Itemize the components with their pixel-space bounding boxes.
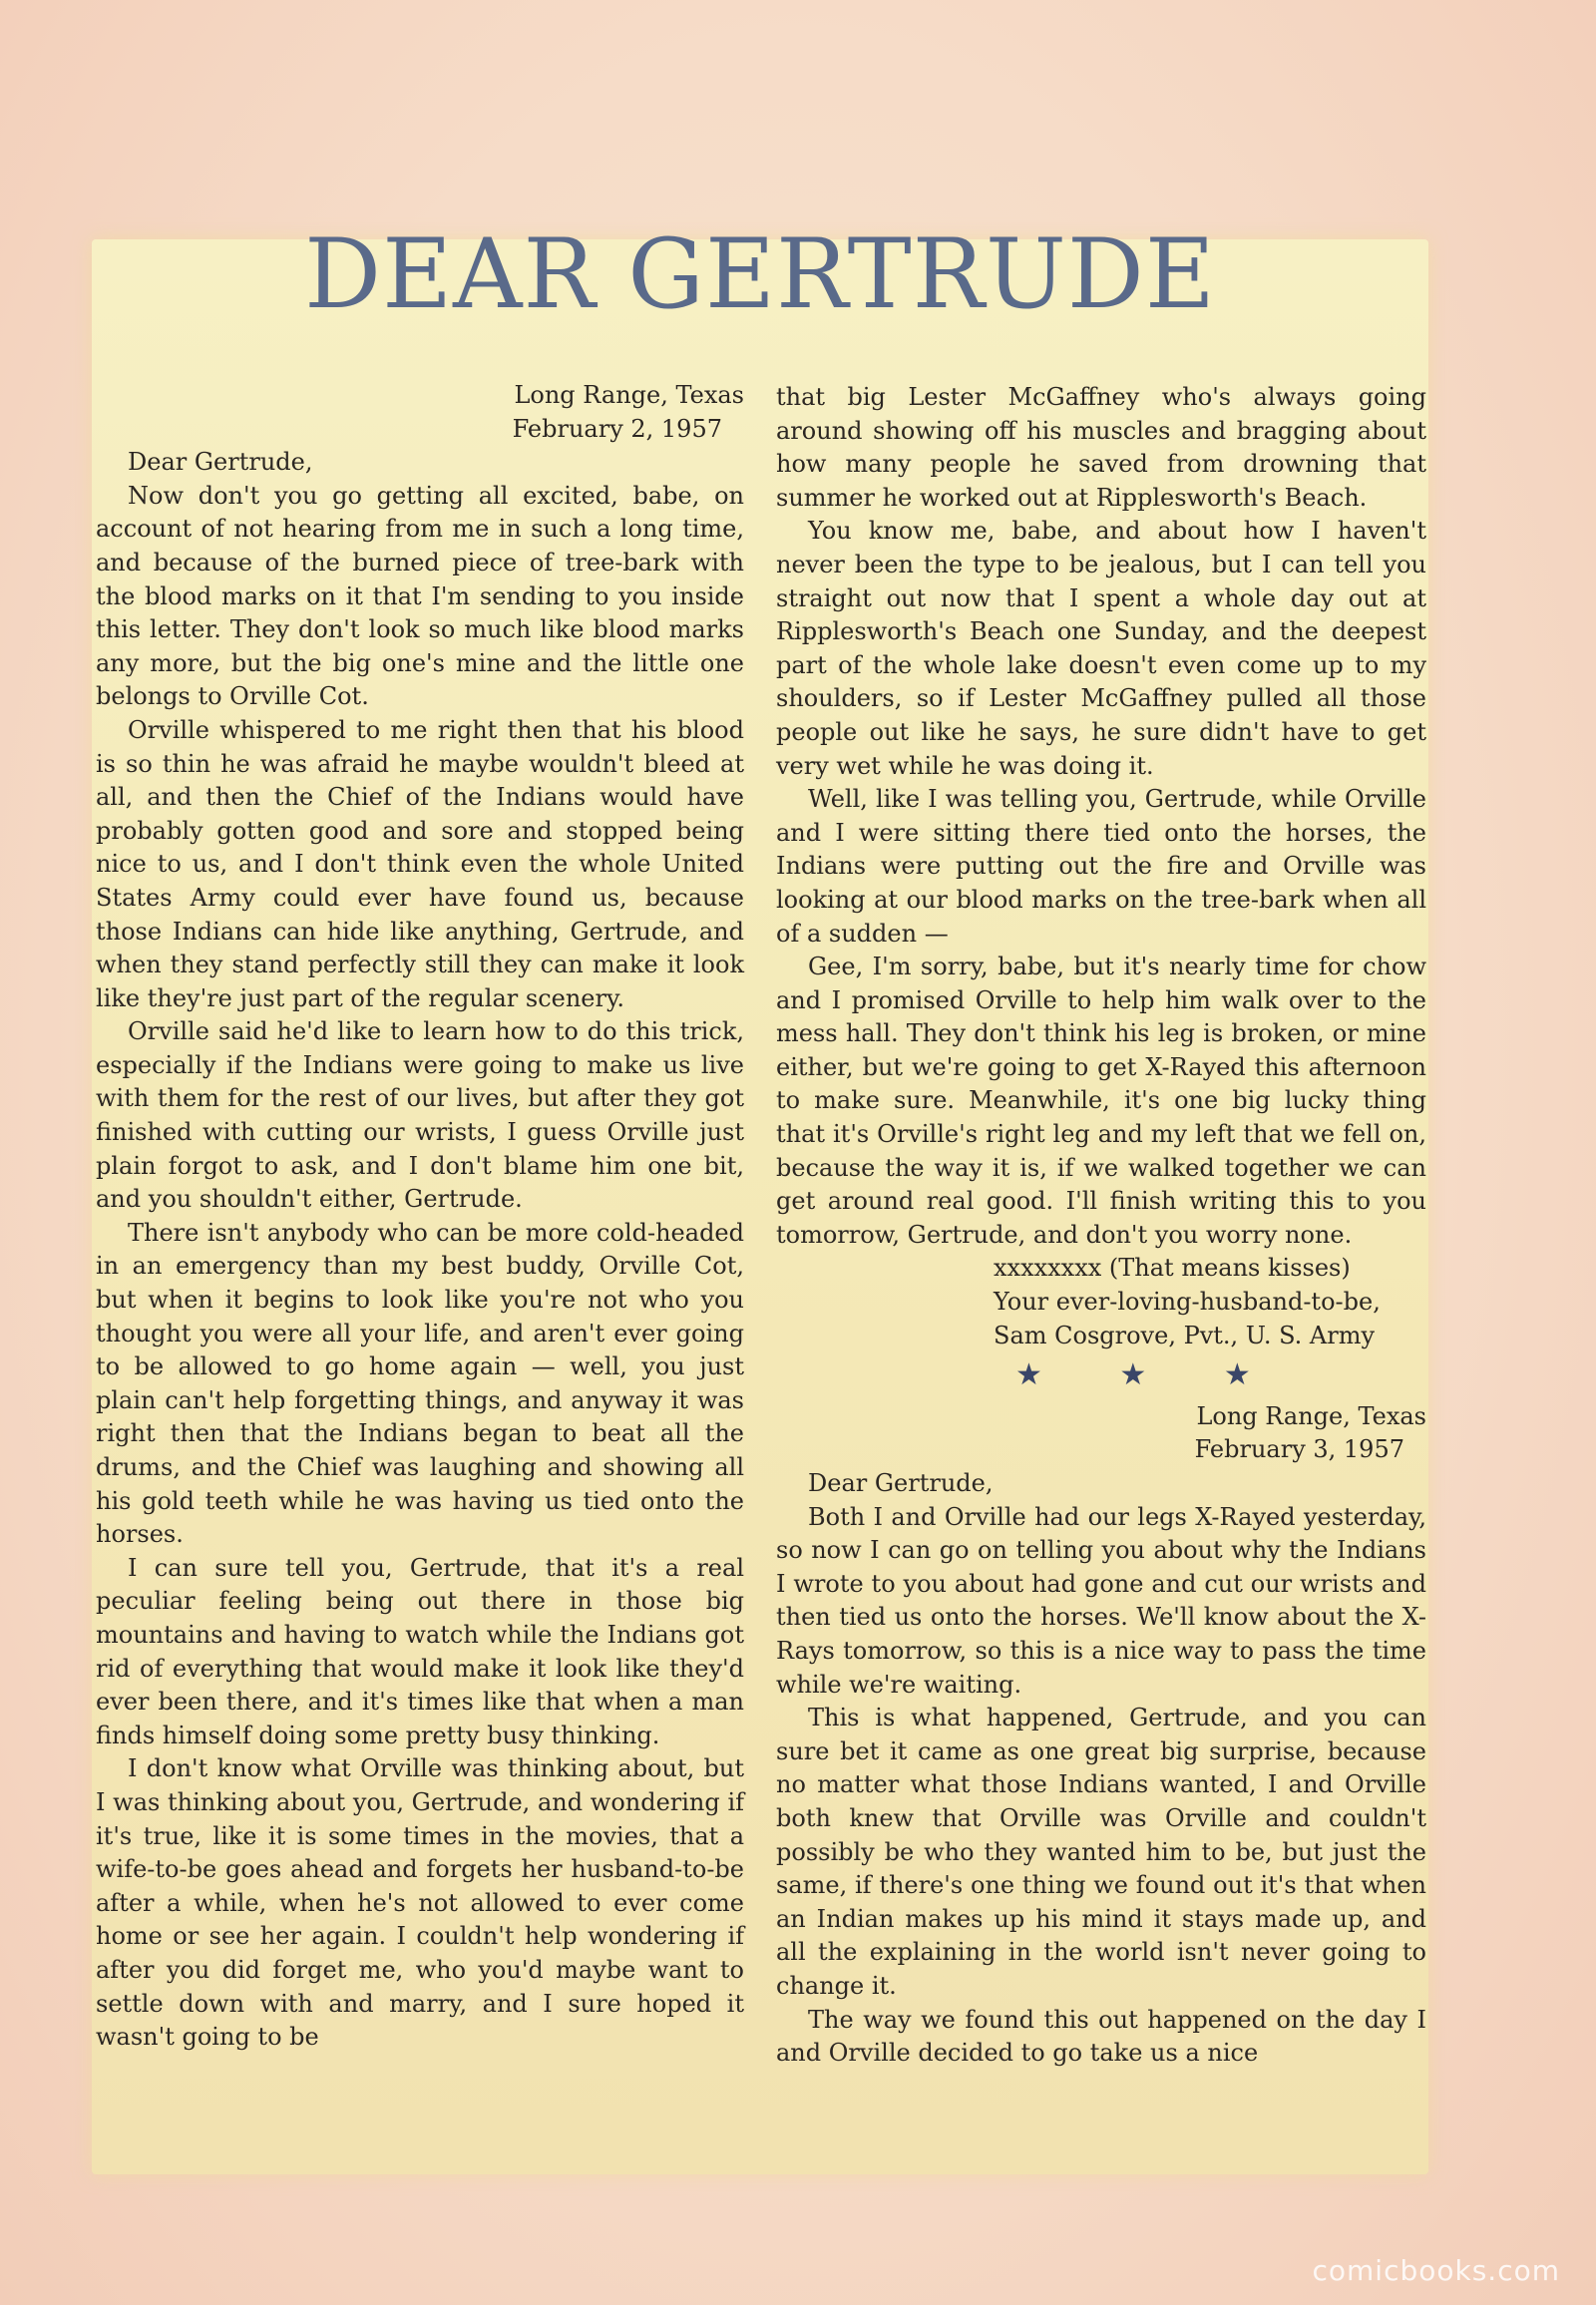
page-title: DEAR GERTRUDE <box>304 218 1216 330</box>
letter1-paragraph: You know me, babe, and about how I haven't never been the type to be jealous, but I can tell you straight out now that I spent a whole day out at Ripplesworth's Beach one Sunday, and the deepest part of the whole lake doesn't even come up to my shoulders, so if Lester McGaffney pulled all those people out like he says, he sure didn't have to get very wet while he was doing it. <box>776 517 1426 780</box>
letter1-date: February 2, 1957 <box>512 414 722 443</box>
letter1-paragraph: Gee, I'm sorry, babe, but it's nearly time for chow and I promised Orville to help him walk over to the mess hall. They don't think his leg is broken, or mine either, but we're going to get X-Rayed this afternoon to make sure. Meanwhile, it's one big lucky thing that it's Orville's right leg and my left that we fell on, because the way it is, if we walked together we can get around real good. I'll finish writing this to you tomorrow, Gertrude, and don't you worry none. <box>776 953 1426 1249</box>
signature-closing: Your ever-loving-husband-to-be, <box>994 1288 1381 1317</box>
signature-kisses: xxxxxxxx (That means kisses) <box>994 1254 1351 1283</box>
site-watermark: comicbooks.com <box>1312 2254 1560 2287</box>
letter2-paragraph: The way we found this out happened on the day I and Orville decided to go take us a nice <box>776 2005 1426 2068</box>
section-separator-stars: ★ ★ ★ <box>1015 1357 1285 1393</box>
letter1-dateline <box>96 379 744 446</box>
letter2-paragraph: This is what happened, Gertrude, and you can sure bet it came as one great big surprise, because no matter what those Indians wanted, I and Orville both knew that Orville was Orville and couldn't possibly be who they wanted him to be, but just the same, if there's one thing we found out it's that when an Indian makes up his mind it stays made up, and all the explaining in the world isn't never going to change it. <box>776 1704 1426 2000</box>
letter1-paragraph: There isn't anybody who can be more cold-headed in an emergency than my best buddy, Orville Cot, but when it begins to look like you're not who you thought you were all your life, and aren't ever going to be allowed to go home again — well, you just plain can't help forgetting things, and anyway it was right then that the Indians began to beat all the drums, and the Chief was laughing and showing all his gold teeth while he was having us tied onto the horses. <box>96 1218 744 1549</box>
signature-name: Sam Cosgrove, Pvt., U. S. Army <box>994 1321 1376 1349</box>
letter1-place: Long Range, Texas <box>514 381 744 409</box>
letter1-signature <box>994 1252 1426 1352</box>
letter1-paragraph: Well, like I was telling you, Gertrude, while Orville and I were sitting there tied onto the horses, the Indians were putting out the fire and Orville was looking at our blood marks on the tree-bark when all of a sudden — <box>776 785 1426 948</box>
letter2-date: February 3, 1957 <box>1194 1435 1404 1464</box>
letter1-paragraph: Orville whispered to me right then that his blood is so thin he was afraid he maybe wouldn't bleed at all, and then the Chief of the Indians would have probably gotten good and sore and stopped being nice to us, and I don't think even the whole United States Army could ever have found us, because those Indians can hide like anything, Gertrude, and when they stand perfectly still they can make it look like they're just part of the regular scenery. <box>96 715 744 1012</box>
right-column <box>776 381 1426 2071</box>
letter1-paragraph: I don't know what Orville was thinking about, but I was thinking about you, Gertrude, and wondering if it's true, like it is some times in the movies, that a wife-to-be goes ahead and forgets her husband-to-be after a while, when he's not allowed to ever come home or see her again. I couldn't help wondering if after you did forget me, who you'd maybe want to settle down with and marry, and I sure hoped it wasn't going to be <box>96 1754 744 2052</box>
letter2-salutation: Dear Gertrude, <box>808 1469 994 1497</box>
letter1-paragraph: that big Lester McGaffney who's always going around showing off his muscles and bragging about how many people he saved from drowning that summer he worked out at Ripplesworth's Beach. <box>776 383 1426 512</box>
letter1-paragraph: Orville said he'd like to learn how to do this trick, especially if the Indians were going to make us live with them for the rest of our lives, but after they got finished with cutting our wrists, I guess Orville just plain forgot to ask, and I don't blame him one bit, and you shouldn't either, Gertrude. <box>96 1017 744 1214</box>
letter1-paragraph: Now don't you go getting all excited, babe, on account of not hearing from me in such a long time, and because of the burned piece of tree-bark with the blood marks on it that I'm sending to you inside this letter. They don't look so much like blood marks any more, but the big one's mine and the little one belongs to Orville Cot. <box>96 481 744 711</box>
letter2-dateline <box>776 1400 1426 1467</box>
letter2-paragraph: Both I and Orville had our legs X-Rayed yesterday, so now I can go on telling you about why the Indians I wrote to you about had gone and cut our wrists and then tied us onto the horses. We'll know about the X-Rays tomorrow, so this is a nice way to pass the time while we're waiting. <box>776 1502 1426 1699</box>
letter1-paragraph: I can sure tell you, Gertrude, that it's a real peculiar feeling being out there in those big mountains and having to watch while the Indians got rid of everything that would make it look like they'd ever been there, and it's times like that when a man finds himself doing some pretty busy thinking. <box>96 1553 744 1749</box>
letter2-place: Long Range, Texas <box>1196 1401 1426 1430</box>
letter1-salutation: Dear Gertrude, <box>128 448 313 477</box>
left-column <box>96 379 744 2055</box>
